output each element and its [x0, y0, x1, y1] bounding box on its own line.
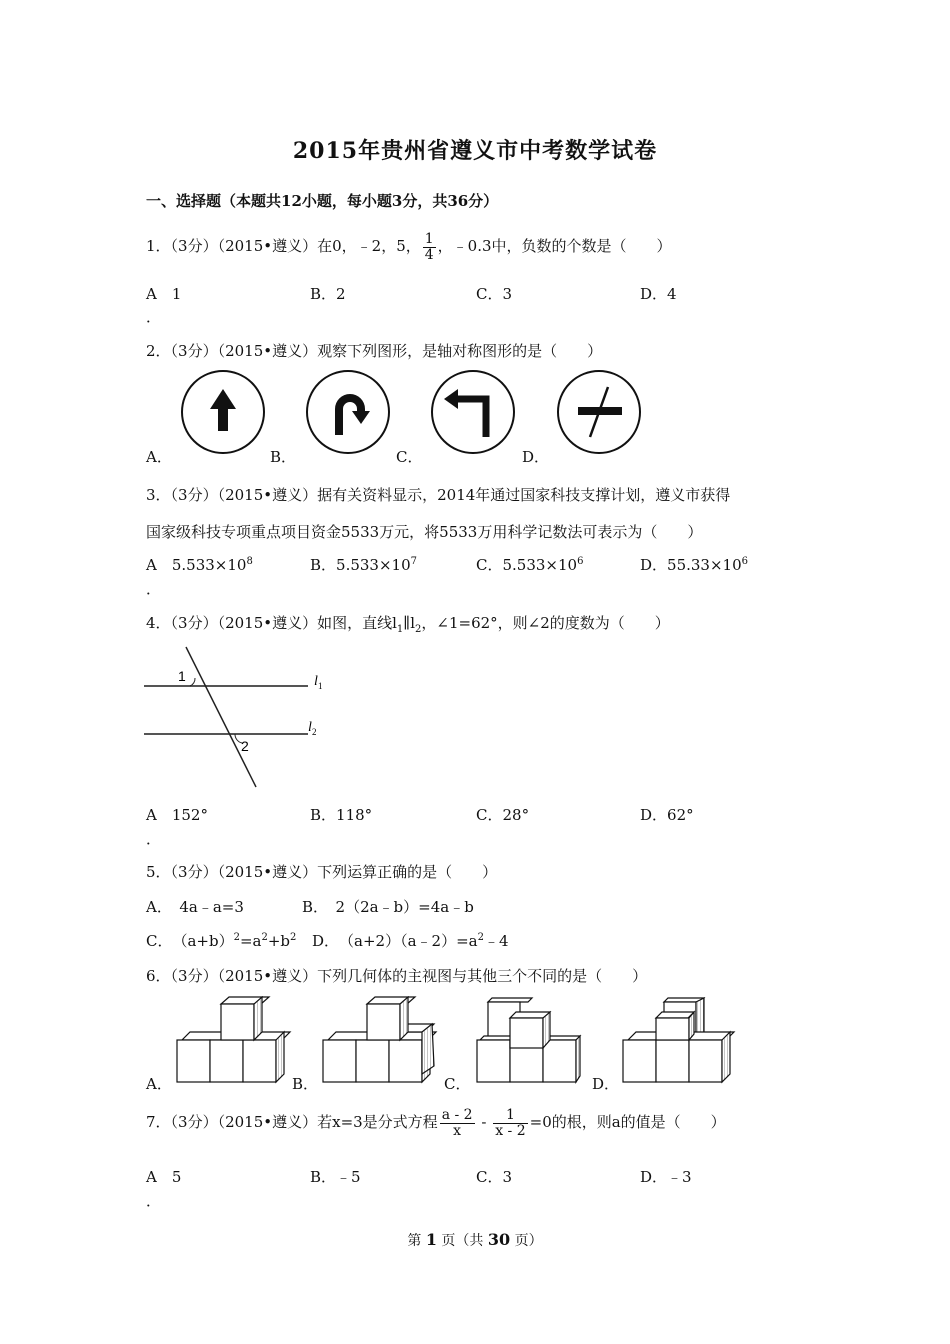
- fraction-denominator: x - 2: [495, 1122, 526, 1139]
- fraction-denominator: 4: [424, 246, 434, 263]
- option-base: 55.33×10: [667, 556, 742, 574]
- q7-option-b: B．﹣5: [310, 1168, 361, 1186]
- question-4: [146, 612, 670, 635]
- question-4-mid: ∥l: [403, 614, 416, 632]
- solid-d-figure: [622, 996, 738, 1086]
- q4-option-b: B．118°: [310, 806, 373, 824]
- q3-option-d: [640, 554, 748, 575]
- option-text: D． （a+2）（a﹣2）=a: [312, 932, 478, 950]
- line-l1-label: l: [314, 674, 318, 689]
- total-pages: 30: [487, 1230, 511, 1249]
- page-number: 1: [425, 1230, 437, 1249]
- fraction-a-minus-2-over-x: [440, 1108, 475, 1138]
- left-turn-sign-icon: [430, 369, 518, 457]
- footer-text: 页）: [510, 1233, 543, 1249]
- fraction-1-over-x-minus-2: [493, 1108, 527, 1138]
- exponent: 2: [290, 932, 297, 943]
- footer-text: 第: [407, 1233, 426, 1249]
- footer-text: 页（共: [436, 1233, 488, 1249]
- q4-option-a: A 152°: [146, 806, 208, 824]
- option-base: 5.533×10: [336, 556, 411, 574]
- question-6: 6．（3分）（2015•遵义）下列几何体的主视图与其他三个不同的是（ ）: [146, 967, 648, 985]
- q7-dot: ．: [146, 1192, 162, 1210]
- u-turn-sign-icon: [305, 369, 393, 457]
- line-l1-subscript: 1: [318, 681, 323, 691]
- option-label: D．: [640, 556, 668, 574]
- q4-dot: ．: [146, 830, 162, 848]
- question-1: [146, 232, 672, 262]
- line-l2-subscript: 2: [312, 727, 317, 737]
- q2-option-c: C．: [396, 448, 423, 466]
- q3-option-b: [310, 554, 417, 575]
- option-base: 5.533×10: [502, 556, 578, 574]
- no-entry-sign-icon: [556, 369, 644, 457]
- option-base: 5.533×10: [171, 556, 247, 574]
- option-exponent: 6: [741, 556, 749, 567]
- question-3-line-2: 国家级科技专项重点项目资金5533万元，将5533万用科学记数法可表示为（ ）: [146, 523, 703, 541]
- q5-option-a: A． 4a﹣a=3: [146, 898, 244, 916]
- fraction-numerator: 1: [424, 231, 434, 247]
- option-exponent: 8: [246, 556, 253, 567]
- option-text: +b: [267, 932, 291, 950]
- option-exponent: 7: [410, 556, 418, 567]
- option-label: C．: [476, 556, 503, 574]
- question-4-prefix: 4．（3分）（2015•遵义）如图，直线l: [146, 614, 397, 632]
- q2-option-a: A．: [146, 448, 172, 466]
- fraction-denominator: x: [453, 1122, 462, 1139]
- up-arrow-sign-icon: [180, 369, 268, 457]
- question-1-prefix: 1．（3分）（2015•遵义）在0，﹣2，5，: [146, 237, 421, 256]
- question-5: 5．（3分）（2015•遵义）下列运算正确的是（ ）: [146, 863, 498, 881]
- page-footer: [0, 1230, 950, 1250]
- subscript-2: 2: [415, 624, 422, 635]
- exponent: 2: [261, 932, 268, 943]
- option-text: ﹣4: [483, 932, 509, 950]
- q7-option-c: C．3: [476, 1168, 513, 1186]
- question-1-suffix: ，﹣0.3中，负数的个数是（ ）: [437, 237, 672, 256]
- fraction-numerator: a - 2: [441, 1107, 473, 1123]
- solid-b-figure: [322, 996, 442, 1086]
- section-heading: 一、选择题（本题共12小题，每小题3分，共36分）: [146, 192, 499, 210]
- fraction-numerator: 1: [493, 1108, 527, 1124]
- fraction-one-quarter: [423, 232, 436, 262]
- q2-option-b: B．: [270, 448, 297, 466]
- minus-sign: -: [476, 1113, 492, 1132]
- q6-option-b: B．: [292, 1075, 319, 1093]
- question-7-suffix: =0的根，则a的值是（ ）: [529, 1113, 726, 1132]
- q6-option-d: D．: [592, 1075, 620, 1093]
- q7-option-a: A 5: [146, 1168, 182, 1186]
- solid-c-figure: [476, 996, 586, 1086]
- question-7-prefix: 7．（3分）（2015•遵义）若x=3是分式方程: [146, 1113, 438, 1132]
- q5-option-b: B． 2（2a﹣b）=4a﹣b: [302, 898, 474, 916]
- option-text: =a: [239, 932, 262, 950]
- question-4-suffix: ，∠1=62°，则∠2的度数为（ ）: [421, 614, 670, 632]
- subscript-1: 1: [396, 624, 404, 635]
- q3-dot: ．: [146, 580, 162, 598]
- q6-option-a: A．: [146, 1075, 172, 1093]
- question-2: 2．（3分）（2015•遵义）观察下列图形，是轴对称图形的是（ ）: [146, 342, 603, 360]
- q6-option-c: C．: [444, 1075, 471, 1093]
- angle-2-label: 2: [241, 738, 249, 754]
- option-exponent: 6: [577, 556, 584, 567]
- q1-option-d: D．4: [640, 285, 677, 303]
- q5-option-c: [146, 930, 296, 951]
- q1-option-c: C．3: [476, 285, 513, 303]
- q1-option-a: A 1: [146, 285, 182, 303]
- angle-1-label: 1: [178, 668, 186, 684]
- q4-option-c: C．28°: [476, 806, 530, 824]
- question-7: [146, 1108, 726, 1138]
- q1-dot: ．: [146, 308, 162, 326]
- q2-option-d: D．: [522, 448, 550, 466]
- page-title: 2015年贵州省遵义市中考数学试卷: [292, 138, 658, 164]
- option-label: B．: [310, 556, 337, 574]
- option-label: A: [146, 556, 157, 574]
- q3-option-c: [476, 554, 583, 575]
- parallel-lines-figure: [140, 645, 340, 795]
- question-3-line-1: 3．（3分）（2015•遵义）据有关资料显示，2014年通过国家科技支撑计划，遵义市获得: [146, 486, 731, 504]
- exponent: 2: [477, 932, 484, 943]
- q1-option-b: B．2: [310, 285, 346, 303]
- line-l2-label: l: [308, 720, 312, 735]
- solid-a-figure: [176, 996, 294, 1086]
- q4-option-d: D．62°: [640, 806, 694, 824]
- option-text: C． （a+b）: [146, 932, 234, 950]
- q7-option-d: D．﹣3: [640, 1168, 692, 1186]
- q5-option-d: [312, 930, 509, 951]
- q3-option-a: [146, 554, 253, 575]
- exponent: 2: [233, 932, 240, 943]
